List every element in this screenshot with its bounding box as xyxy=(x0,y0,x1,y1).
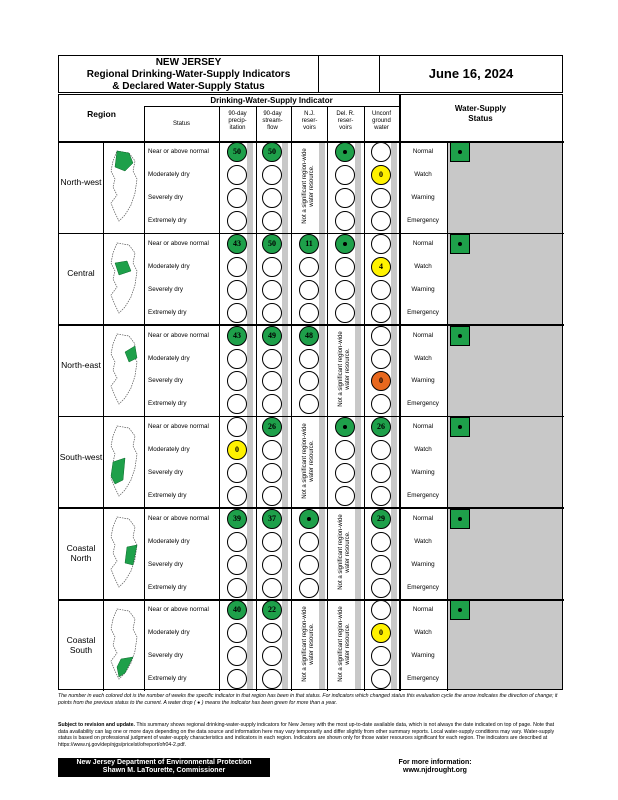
empty-dot xyxy=(335,165,355,185)
empty-dot xyxy=(371,440,391,460)
empty-dot xyxy=(299,303,319,323)
divider xyxy=(256,106,257,691)
divider xyxy=(219,106,220,691)
empty-dot xyxy=(262,211,282,231)
status-label: Severely dry xyxy=(148,194,183,202)
weeks-count: 48 xyxy=(305,330,313,340)
empty-dot xyxy=(371,532,391,552)
weeks-count: 49 xyxy=(268,330,276,340)
weeks-count: 0 xyxy=(379,376,383,386)
empty-dot xyxy=(371,669,391,689)
empty-dot xyxy=(371,349,391,369)
streamflow-header: 90-day stream- flow xyxy=(262,111,283,131)
empty-dot xyxy=(299,371,319,391)
status-label: Extremely dry xyxy=(148,308,187,316)
header-box xyxy=(58,55,563,93)
legend-note: The number in each colored dot is the number of weeks the specific indicator in that region has been in that status. For indicators which changed status this evaluation cycle the arrow indicates the direction of change; it points from the previous status to the current. A water drop ( ● ) means the indicator has been green for more than a year. xyxy=(58,693,558,706)
ws-level-label: Emergency xyxy=(407,491,439,499)
indicator-dot xyxy=(299,326,319,346)
status-label: Near or above normal xyxy=(148,331,209,339)
water-drop-icon xyxy=(343,150,347,154)
status-dot-icon xyxy=(458,242,462,246)
indicator-dot xyxy=(227,600,247,620)
status-label: Extremely dry xyxy=(148,491,187,499)
ws-status-marker xyxy=(450,417,470,437)
indicator-dot xyxy=(227,440,247,460)
empty-dot xyxy=(299,394,319,414)
empty-dot xyxy=(262,463,282,483)
ws-level-label: Normal xyxy=(412,240,434,248)
not-significant-note: Not a significant region-wide water resource. xyxy=(338,606,351,682)
empty-dot xyxy=(227,463,247,483)
water-drop-icon xyxy=(343,425,347,429)
ws-level-label: Emergency xyxy=(407,675,439,683)
status-label: Near or above normal xyxy=(148,423,209,431)
ws-level-label: Emergency xyxy=(407,308,439,316)
empty-dot xyxy=(335,188,355,208)
empty-dot xyxy=(262,669,282,689)
empty-dot xyxy=(371,646,391,666)
status-label: Severely dry xyxy=(148,652,183,660)
indicator-dot xyxy=(371,623,391,643)
empty-dot xyxy=(299,578,319,598)
indicator-dot xyxy=(262,142,282,162)
empty-dot xyxy=(371,486,391,506)
status-label: Extremely dry xyxy=(148,583,187,591)
ws-status-marker xyxy=(450,234,470,254)
region-name: Central xyxy=(67,268,95,279)
empty-dot xyxy=(227,165,247,185)
indicator-dot xyxy=(299,509,319,529)
empty-dot xyxy=(227,394,247,414)
nj-map-icon xyxy=(107,241,141,315)
weeks-count: 43 xyxy=(233,330,241,340)
region-name: South-west xyxy=(59,451,103,462)
weeks-count: 43 xyxy=(233,239,241,249)
empty-dot xyxy=(371,463,391,483)
status-label: Extremely dry xyxy=(148,400,187,408)
indicator-dot xyxy=(299,234,319,254)
region-name: Coastal South xyxy=(66,634,96,655)
status-label: Severely dry xyxy=(148,377,183,385)
empty-dot xyxy=(335,211,355,231)
empty-dot xyxy=(262,165,282,185)
water-drop-icon xyxy=(343,242,347,246)
empty-dot xyxy=(227,532,247,552)
empty-dot xyxy=(227,188,247,208)
indicator-dot xyxy=(262,234,282,254)
report-date: June 16, 2024 xyxy=(379,56,562,92)
ws-level-label: Normal xyxy=(412,423,434,431)
status-label: Near or above normal xyxy=(148,514,209,522)
ws-status-marker xyxy=(450,142,470,162)
empty-dot xyxy=(227,280,247,300)
empty-dot xyxy=(262,280,282,300)
empty-dot xyxy=(371,555,391,575)
indicator-dot xyxy=(371,371,391,391)
ws-level-label: Emergency xyxy=(407,583,439,591)
ws-level-label: Warning xyxy=(411,560,435,568)
indicator-dot xyxy=(371,509,391,529)
ws-status-marker xyxy=(450,600,470,620)
empty-dot xyxy=(335,257,355,277)
empty-dot xyxy=(371,234,391,254)
ws-level-label: Warning xyxy=(411,285,435,293)
status-label: Near or above normal xyxy=(148,606,209,614)
empty-dot xyxy=(227,669,247,689)
empty-dot xyxy=(371,303,391,323)
status-label: Moderately dry xyxy=(148,629,190,637)
empty-dot xyxy=(262,349,282,369)
status-dot-icon xyxy=(458,334,462,338)
weeks-count: 26 xyxy=(268,422,276,432)
empty-dot xyxy=(227,555,247,575)
status-label: Moderately dry xyxy=(148,446,190,454)
divider xyxy=(144,106,145,691)
nj-map-icon xyxy=(107,149,141,223)
nj-map-icon xyxy=(107,607,141,681)
status-dot-icon xyxy=(458,425,462,429)
empty-dot xyxy=(299,555,319,575)
empty-dot xyxy=(262,303,282,323)
indicator-dot xyxy=(262,600,282,620)
precip-header: 90-day precip- itation xyxy=(228,111,247,131)
empty-dot xyxy=(371,211,391,231)
ws-level-label: Watch xyxy=(414,446,432,454)
water-drop-icon xyxy=(307,517,311,521)
ws-level-label: Emergency xyxy=(407,217,439,225)
status-label: Moderately dry xyxy=(148,354,190,362)
not-significant-note: Not a significant region-wide water resource. xyxy=(302,606,315,682)
divider xyxy=(291,106,292,691)
ws-level-label: Watch xyxy=(414,629,432,637)
indicator-dot xyxy=(262,326,282,346)
website-link[interactable]: www.njdrought.org xyxy=(403,767,467,774)
empty-dot xyxy=(227,646,247,666)
ws-level-label: Warning xyxy=(411,652,435,660)
status-label: Extremely dry xyxy=(148,217,187,225)
indicator-dot xyxy=(262,417,282,437)
empty-dot xyxy=(299,532,319,552)
empty-dot xyxy=(227,486,247,506)
status-label: Extremely dry xyxy=(148,675,187,683)
empty-dot xyxy=(335,440,355,460)
department-box: New Jersey Department of Environmental Protection Shawn M. LaTourette, Commissioner xyxy=(58,758,270,777)
status-dot-icon xyxy=(458,150,462,154)
empty-dot xyxy=(371,578,391,598)
empty-dot xyxy=(227,623,247,643)
status-label: Severely dry xyxy=(148,560,183,568)
status-header: Status xyxy=(172,121,190,127)
empty-dot xyxy=(262,646,282,666)
empty-dot xyxy=(335,303,355,323)
empty-dot xyxy=(227,417,247,437)
divider xyxy=(327,106,328,691)
region-name: North-west xyxy=(60,176,102,187)
not-significant-note: Not a significant region-wide water resource. xyxy=(302,148,315,224)
weeks-count: 50 xyxy=(233,147,241,157)
weeks-count: 22 xyxy=(268,605,276,615)
indicator-dot xyxy=(262,509,282,529)
weeks-count: 37 xyxy=(268,513,276,523)
not-significant-note: Not a significant region-wide water resource. xyxy=(338,331,351,407)
ws-level-label: Warning xyxy=(411,377,435,385)
empty-dot xyxy=(299,257,319,277)
empty-dot xyxy=(262,394,282,414)
indicator-dot xyxy=(371,165,391,185)
indicator-group-header: Drinking-Water-Supply Indicator xyxy=(210,96,333,105)
ws-status-marker xyxy=(450,509,470,529)
divider xyxy=(364,106,365,691)
ws-level-label: Watch xyxy=(414,171,432,179)
ws-status-header: Water-Supply Status xyxy=(454,104,507,123)
empty-dot xyxy=(335,280,355,300)
empty-dot xyxy=(371,394,391,414)
nj-reservoirs-header: N.J. reser- voirs xyxy=(301,111,318,131)
status-label: Moderately dry xyxy=(148,262,190,270)
weeks-count: 50 xyxy=(268,239,276,249)
ws-level-label: Normal xyxy=(412,148,434,156)
empty-dot xyxy=(371,600,391,620)
groundwater-header: Unconf ground water xyxy=(371,111,391,131)
indicator-dot xyxy=(371,417,391,437)
empty-dot xyxy=(335,486,355,506)
empty-dot xyxy=(262,532,282,552)
weeks-count: 39 xyxy=(233,513,241,523)
divider xyxy=(399,95,401,691)
empty-dot xyxy=(262,578,282,598)
empty-dot xyxy=(371,142,391,162)
empty-dot xyxy=(335,463,355,483)
empty-dot xyxy=(227,578,247,598)
empty-dot xyxy=(371,326,391,346)
empty-dot xyxy=(299,349,319,369)
weeks-count: 40 xyxy=(233,605,241,615)
indicator-table xyxy=(58,94,563,690)
status-label: Severely dry xyxy=(148,285,183,293)
ws-level-label: Watch xyxy=(414,354,432,362)
indicator-dot xyxy=(335,234,355,254)
empty-dot xyxy=(227,211,247,231)
ws-level-label: Emergency xyxy=(407,400,439,408)
status-label: Near or above normal xyxy=(148,148,209,156)
status-label: Moderately dry xyxy=(148,171,190,179)
ws-level-label: Normal xyxy=(412,606,434,614)
weeks-count: 29 xyxy=(377,513,385,523)
region-name: Coastal North xyxy=(66,543,96,564)
empty-dot xyxy=(227,371,247,391)
empty-dot xyxy=(262,623,282,643)
not-significant-note: Not a significant region-wide water resource. xyxy=(338,514,351,590)
empty-dot xyxy=(262,440,282,460)
indicator-dot xyxy=(371,257,391,277)
indicator-dot xyxy=(335,142,355,162)
ws-level-label: Normal xyxy=(412,331,434,339)
weeks-count: 0 xyxy=(235,445,239,455)
empty-dot xyxy=(262,257,282,277)
empty-dot xyxy=(371,188,391,208)
status-dot-icon xyxy=(458,608,462,612)
divider xyxy=(144,106,399,107)
ws-status-marker xyxy=(450,326,470,346)
ws-level-label: Warning xyxy=(411,469,435,477)
indicator-dot xyxy=(227,142,247,162)
weeks-count: 0 xyxy=(379,170,383,180)
empty-dot xyxy=(262,188,282,208)
status-dot-icon xyxy=(458,517,462,521)
ws-level-label: Normal xyxy=(412,514,434,522)
empty-dot xyxy=(227,257,247,277)
weeks-count: 0 xyxy=(379,628,383,638)
indicator-dot xyxy=(227,234,247,254)
indicator-dot xyxy=(335,417,355,437)
weeks-count: 11 xyxy=(305,239,313,249)
del-reservoirs-header: Del. R. reser- voirs xyxy=(336,111,355,131)
ws-level-label: Watch xyxy=(414,262,432,270)
region-name: North-east xyxy=(61,360,101,370)
page-title: NEW JERSEY Regional Drinking-Water-Supply Indicators & Declared Water-Supply Status xyxy=(59,56,319,92)
more-info: For more information: www.njdrought.org xyxy=(375,759,495,775)
weeks-count: 26 xyxy=(377,422,385,432)
empty-dot xyxy=(262,371,282,391)
nj-map-icon xyxy=(107,424,141,498)
ws-level-label: Watch xyxy=(414,537,432,545)
empty-dot xyxy=(299,280,319,300)
empty-dot xyxy=(371,280,391,300)
nj-map-icon xyxy=(107,332,141,406)
status-label: Near or above normal xyxy=(148,240,209,248)
empty-dot xyxy=(262,486,282,506)
weeks-count: 50 xyxy=(268,147,276,157)
weeks-count: 4 xyxy=(379,261,383,271)
region-header: Region xyxy=(87,109,116,119)
not-significant-note: Not a significant region-wide water resource. xyxy=(302,422,315,499)
empty-dot xyxy=(227,349,247,369)
indicator-dot xyxy=(227,509,247,529)
status-label: Moderately dry xyxy=(148,537,190,545)
nj-map-icon xyxy=(107,515,141,589)
ws-level-label: Warning xyxy=(411,194,435,202)
status-label: Severely dry xyxy=(148,469,183,477)
disclaimer-note: Subject to revision and update. This summary shows regional drinking-water-supply indicators for New Jersey with the most up-to-date available data, which is not always the date indicated on top of page. Note that data availability can lag one or more days depending on the data source and information here may vary temporarily and differ slightly from other summary reports. Local water-supply conditions may vary. Water-supply status is based on professional judgment of water-supply characteristics and indicators in each region. Indicators are shown only for those water resources significant for each region. The indicators are described at https://www.nj.gov/dep/njgs/pricelst/ofreport/ofr04-2.pdf. xyxy=(58,722,555,748)
empty-dot xyxy=(262,555,282,575)
empty-dot xyxy=(227,303,247,323)
indicator-dot xyxy=(227,326,247,346)
